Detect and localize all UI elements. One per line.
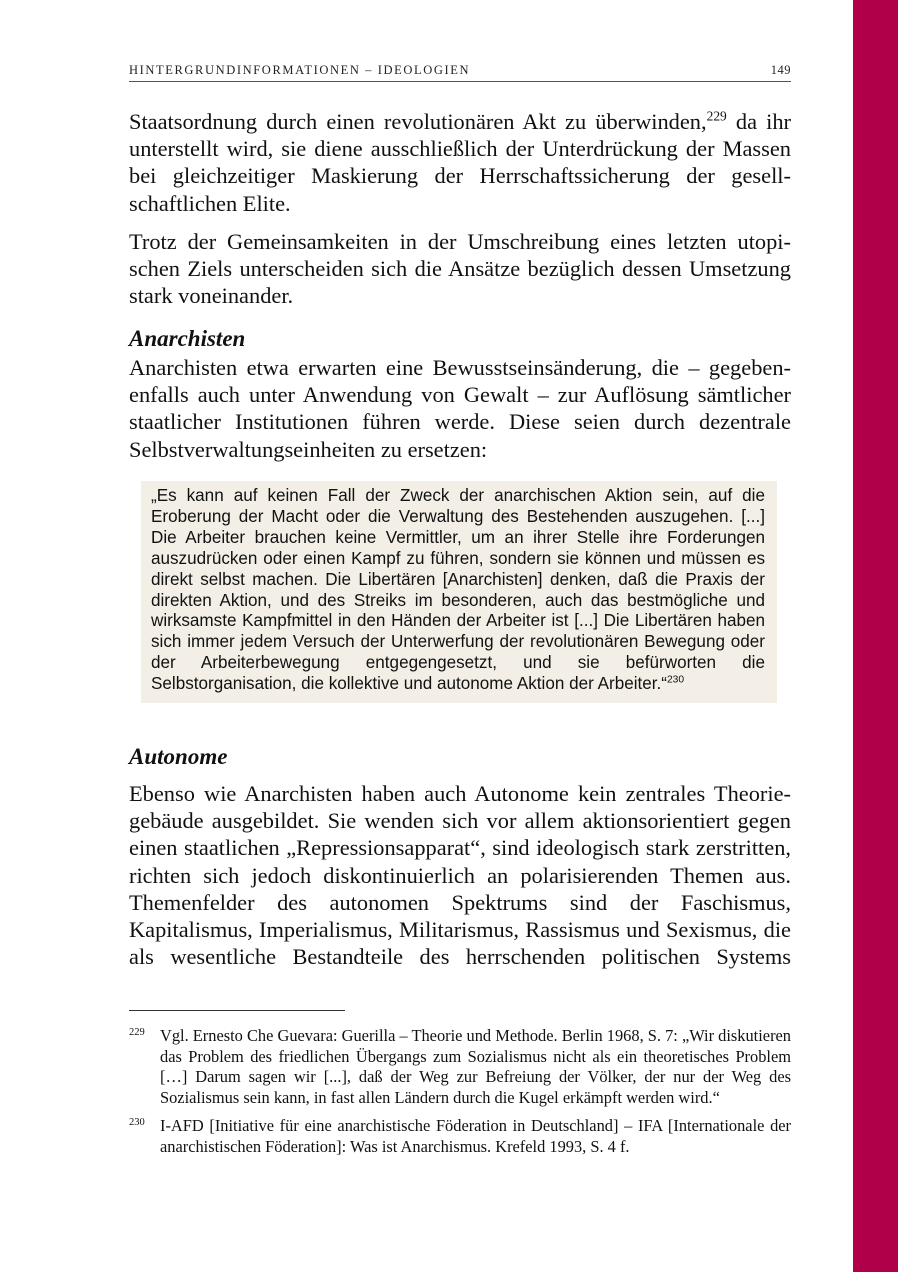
footnote-ref-230[interactable]: 230	[666, 674, 685, 686]
paragraph-4: Ebenso wie Anarchisten haben auch Autonome kein zentrales Theoriegebäude ausgebildet. Sie wenden sich vor allem aktionsorientiert gegen einen staatlichen „Repressionsapparat“, sind ideologisch stark zerstritten, richten sich jedoch diskontinuierlich an polarisierenden Themen aus. Themenfelder des autonomen Spektrums sind der Faschismus, Kapitalismus, Imperialismus, Militarismus, Rassismus und Sexismus, die als wesentliche Bestandteile des herrschenden politischen Systems	[129, 781, 791, 970]
paragraph-1	[129, 108, 791, 217]
heading-autonome: Autonome	[129, 744, 228, 769]
block-quote	[141, 481, 777, 703]
quote-text: „Es kann auf keinen Fall der Zweck der anarchischen Aktion sein, auf die Eroberung der Macht oder die Verwaltung des Bestehenden auszugehen. [...] Die Arbeiter brauchen keine Vermittler, um an ihrer Stelle ihre Forderungen auszudrücken oder einen Kampf zu führen, sondern sie können und müssen es direkt selbst machen. Die Libertären [Anarchisten] denken, daß die Praxis der direkten Aktion, und des Streiks im besonderen, auch das bestmögliche und wirksamste Kampfmittel in den Händen der Arbeiter ist [...] Die Libertären haben sich immer jedem Versuch der Unterwerfung der revolutionären Bewegung oder der Arbeiterbewegung entgegengesetzt, und sie befürworten die Selbstorganisation, die kollektive und autonome Aktion der Arbeiter.“	[151, 486, 765, 694]
running-title: HINTERGRUNDINFORMATIONEN – IDEOLOGIEN	[129, 63, 471, 77]
footnote-number: 230	[129, 1117, 145, 1128]
running-header	[129, 63, 791, 82]
footnote-ref-229[interactable]: 229	[706, 108, 727, 124]
heading-anarchisten: Anarchisten	[129, 326, 246, 351]
footnote-229	[129, 1026, 791, 1108]
footnote-text: Vgl. Ernesto Che Guevara: Guerilla – Theorie und Methode. Berlin 1968, S. 7: „Wir diskutieren das Problem des friedlichen Übergangs zum Sozialismus nicht als ein theoretisches Problem […] Darum sagen wir [...], daß der Weg zur Befreiung der Völker, der nur der Weg des Sozialismus sein kann, in fast allen Ländern durch die Kugel erkämpft werden wird.“	[160, 1026, 791, 1107]
footnotes	[129, 1026, 791, 1165]
side-color-bar	[853, 0, 898, 1272]
footnote-text: I-AFD [Initiative für eine anarchistische Föderation in Deutschland] – IFA [Internationale der anarchistischen Föderation]: Was ist Anarchismus. Krefeld 1993, S. 4 f.	[160, 1116, 791, 1156]
footnote-230	[129, 1116, 791, 1157]
footnote-number: 229	[129, 1027, 145, 1038]
paragraph-3: Anarchisten etwa erwarten eine Bewusstseinsänderung, die – gegebenenfalls auch unter Anwendung von Gewalt – zur Auflösung sämtlicher staatlicher Institutionen führen werde. Diese seien durch dezentrale Selbstverwaltungseinheiten zu ersetzen:	[129, 355, 791, 462]
paragraph-1-text-a: Staatsordnung durch einen revolutionären Akt zu überwinden,	[129, 109, 707, 134]
paragraph-2: Trotz der Gemeinsamkeiten in der Umschreibung eines letzten utopischen Ziels unterscheiden sich die Ansätze bezüglich dessen Umsetzung stark voneinander.	[129, 229, 791, 309]
footnote-divider	[129, 1010, 345, 1011]
paragraph-1-text-b: da ihr unterstellt wird, sie diene ausschließlich der Unterdrückung der Massen bei gleichzeitiger Maskierung der Herrschaftssicherung der gesellschaftlichen Elite.	[129, 109, 791, 216]
page-number: 149	[770, 63, 791, 77]
